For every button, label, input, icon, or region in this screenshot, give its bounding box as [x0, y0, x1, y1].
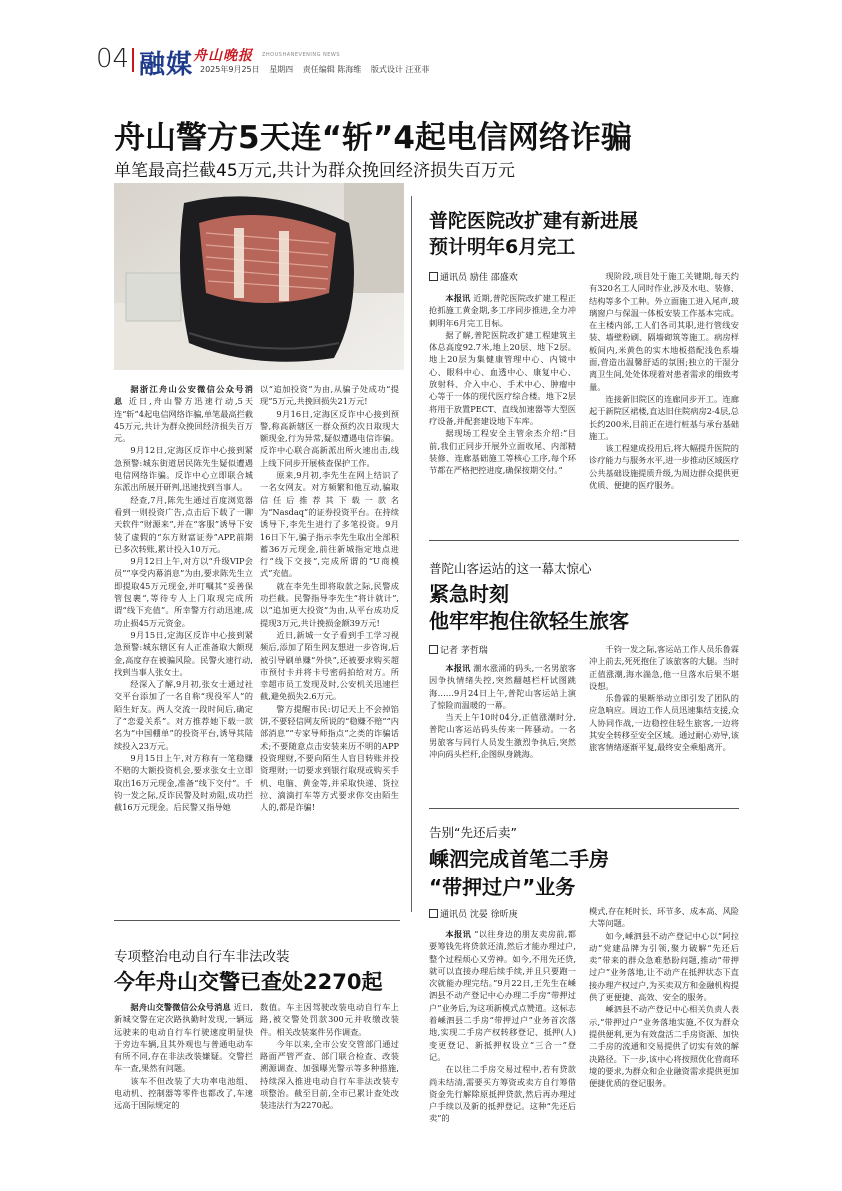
story4-text: “以往身边的朋友卖房前,都要筹钱先将贷款还清,然后才能办理过户,整个过程烦心又劳神。如今,不用先还贷,就可以直接办理后续手续,并且只要跑一次就能办理完结。”9月22日,王先生在嵊泗县不动产登记中心办理二手房“带押过户”业务后,为这项新模式点赞道。这标志着嵊泗县二手房“带押过户”业务首次落地,实现二手房产权转移登记、抵押(人)变更登记、新抵押权设立“三合一”登记。: [429, 929, 576, 1062]
story4-title-line-2: “带押过户”业务: [429, 875, 576, 899]
column-divider: [411, 196, 412, 912]
story3-paragraph: 乐鲁霖的果断举动立即引发了团队的应急响应。周边工作人员迅速集结支援,众人协同作战,一边稳控住轻生旅客,一边将其安全转移至安全区域。通过耐心劝导,该旅客情绪逐渐平复,最终安全乘船离开。: [589, 693, 739, 753]
story1-paragraph: 就在李先生即将取款之际,民警成功拦截。民警指导李先生“将计就计”,以“追加更大投资”为由,从平台成功反提现3万元,共计挽损金额39万元!: [260, 580, 399, 628]
story1-paragraph: 9月15日,定海区反诈中心接到紧急预警:城东辖区有人正准备取大额现金,高度存在被骗风险。民警火速行动,找到当事人张女士。: [114, 629, 253, 677]
story4-paragraph: 模式,存在耗时长、环节多、成本高、风险大等问题。: [589, 906, 739, 929]
section-rule: [114, 920, 400, 921]
masthead-divider: [132, 48, 134, 72]
responsible-editor: 责任编辑 陈海维: [302, 65, 362, 74]
story2-paragraph: 据现场工程安全主管余杰介绍:“目前,我们正同步开展外立面收尾、内部精装修、连廊基础施工等核心工序,每个环节都在严格把控进度,确保按期交付。”: [429, 428, 576, 476]
story4-paragraph: 嵊泗县不动产登记中心相关负责人表示,“带押过户”业务落地实施,不仅为群众提供便利,更为有效盘活二手房资源、加快二手房的流通和交易提供了切实有效的解决路径。下一步,该中心将按照优化营商环境的要求,为群众和企业融资需求提供更加便捷优质的登记服务。: [589, 1004, 739, 1089]
story1-paragraph: 9月12日,定海区反诈中心接到紧急预警:城东街道居民陈先生疑似遭遇电信网络诈骗。反诈中心立即联合城东派出所展开研判,迅速找到当事人。: [114, 445, 253, 493]
newspaper-logo-english: ZHOUSHANEVENING NEWS: [262, 52, 341, 58]
story2-paragraph: 连接新旧院区的连廊同步开工。连廊起于新院区裙楼,直达旧住院病房2-4层,总长约200米,目前正在进行桩基与承台基础施工。: [589, 393, 739, 441]
story5-paragraph: [114, 1001, 253, 1075]
story1-column-1: [114, 383, 253, 813]
cash-bag-photo: [114, 183, 404, 370]
section-rule: [429, 808, 739, 809]
story2-text: 近期,普陀医院改扩建工程正抢抓施工黄金期,多工序同步推进,全力冲刺明年6月完工目标。: [429, 293, 576, 328]
story5-title: 今年舟山交警已查处2270起: [114, 970, 383, 994]
story2-source: 本报讯: [445, 293, 471, 303]
story1-paragraph: 经深入了解,9月初,张女士通过社交平台添加了一名自称“现役军人”的陌生好友。两人交流一段时间后,确定了“恋爱关系”。对方推荐她下载一款名为“中国棚单”的投资平台,诱导其陆续投入23万元。: [114, 679, 253, 751]
story5-column-2: [260, 1001, 399, 1112]
story1-paragraph: 9月12日上午,对方以“升级VIP会员”“享受内幕消息”为由,要求陈先生立即提取45万元现金,并叮嘱其“妥善保管包裹”,等待专人上门取现完成所谓“线下充值”。所幸警方行动迅速,成功止损45万元资金。: [114, 556, 253, 628]
story3-column-2: [589, 643, 739, 754]
story3-title-line-1: 紧急时刻: [429, 582, 509, 606]
story2-title-line-1: 普陀医院改扩建有新进展: [429, 210, 639, 232]
newspaper-logo: 舟山晚报: [193, 48, 253, 64]
story4-paragraph: 在以往二手房交易过程中,若有贷款尚未结清,需要买方筹资或卖方自行筹借资金先行解除原抵押贷款,然后再办理过户手续以及新的抵押登记。这种“先还后卖”的: [429, 1064, 576, 1124]
issue-weekday: 星期四: [269, 65, 294, 74]
story1-column-2: [260, 383, 399, 813]
story3-column-1: [429, 662, 576, 760]
story1-paragraph: 经查,7月,陈先生通过百度浏览器看到一则投资广告,点击后下载了一聊天软件“财源来”,并在“客服”诱导下安装了虚假的“东方财富证券”APP,前期已多次转账,累计投入10万元。: [114, 494, 253, 554]
cash-bag-illustration: [114, 183, 404, 370]
story1-source: 据浙江舟山公安微信公众号消息: [114, 384, 253, 407]
page-number: 04: [96, 44, 130, 74]
story1-subtitle: 单笔最高拦截45万元,共计为群众挽回经济损失百万元: [114, 161, 516, 181]
story1-text: 近日,舟山警方迅速行动,5天连“斩”4起电信网络诈骗,单笔最高拦截45万元,共计为群众挽回经济损失百万元。: [114, 396, 253, 444]
story1-paragraph: 近日,新城一女子看到手工学习视频后,添加了陌生网友想进一步咨询,后被引导刷单赚“外快”,还被要求购买超市预付卡并将卡号密码拍给对方。所幸超市员工发现及时,公安机关迅速拦截,避免损失2.6万元。: [260, 629, 399, 702]
story3-paragraph: 当天上午10时04分,正值涨潮时分,普陀山客运站码头传来一阵骚动。一名男旅客与同行人员发生激烈争执后,突然冲向码头栏杆,企图纵身跳海。: [429, 712, 576, 760]
story2-byline-text: 通讯员 励佳 邵盛欢: [440, 273, 518, 283]
story2-paragraph: 据了解,普陀医院改扩建工程建筑主体总高度92.7米,地上20层、地下2层。地上20层为集健康管理中心、内镜中心、眼科中心、血透中心、康复中心、放射科、介入中心、手术中心、肿瘤中心等于一体的现代医疗综合楼。地下2层将用于放置PECT、直线加速器等大型医疗设备,并配套建设地下车库。: [429, 329, 576, 426]
layout-designer: 版式设计 汪亚菲: [370, 65, 430, 74]
story5-paragraph: 该车不但改装了大功率电池组、电动机、控制器等零件也都改了,车速远高于国际规定的: [114, 1075, 253, 1111]
story3-kicker: 普陀山客运站的这一幕太惊心: [429, 561, 592, 576]
issue-date: 2025年9月25日: [200, 65, 260, 74]
story2-paragraph: [429, 292, 576, 329]
story4-byline: [429, 907, 518, 920]
story4-kicker: 告别“先还后卖”: [429, 825, 517, 840]
section-rule: [429, 540, 739, 541]
story5-source: 据舟山交警微信公众号消息: [130, 1002, 231, 1012]
story1-paragraph: [114, 383, 253, 444]
story2-paragraph: 该工程建成投用后,将大幅提升医院的诊疗能力与服务水平,进一步推动区域医疗公共基础设施提质升级,为周边群众提供更优质、便捷的医疗服务。: [589, 443, 739, 491]
story1-paragraph: 9月15日上午,对方称有一笔稳赚不赔的大额投资机会,要求张女士立即取出16万元现金,准备“线下交付”。千钧一发之际,反诈民警及时劝阻,成功拦截16万元现金。后民警又指导她: [114, 752, 253, 813]
story3-paragraph: 千钧一发之际,客运站工作人员乐鲁霖冲上前去,死死抱住了该旅客的大腿。当时正值涨潮,海水湍急,他一旦落水后果不堪设想。: [589, 644, 739, 691]
story5-column-1: [114, 1001, 253, 1112]
story5-paragraph: 数值。车主因驾驶改装电动自行车上路,被交警处罚款300元并收缴改装件。相关改装案件另作调查。: [260, 1002, 399, 1037]
story3-byline-text: 记者 茅哲瑞: [440, 646, 488, 656]
story1-paragraph: 原来,9月初,李先生在网上结识了一名女网友。对方频繁和他互动,骗取信任后推荐其下载一款名为“Nasdaq”的证券投资平台。在持续诱导下,李先生进行了多笔投资。9月16日下午,骗子指示李先生取出全部积蓄36万元现金,前往新城指定地点进行“线下交接”,完成所谓的“U商模式”充值。: [260, 470, 399, 579]
story4-source: 本报讯: [445, 929, 472, 939]
story4-byline-text: 通讯员 沈晏 徐昕庚: [440, 910, 518, 920]
story5-paragraph: 今年以来,全市公安交管部门通过路面严管严查、部门联合检查、改装溯源调查、加强曝光警示等多种措施,持续深入推进电动自行车非法改装专项整治。截至目前,全市已累计查处改装违法行为2270起。: [260, 1038, 399, 1111]
story3-byline: [429, 643, 488, 656]
story4-column-1: [429, 928, 576, 1125]
story2-byline: [429, 270, 518, 283]
section-name: 融媒: [139, 50, 194, 80]
story2-column-1: [429, 292, 576, 476]
story5-text: 近日,新城交警在定次路执勤时发现,一辆远远驶来的电动自行车行驶速度明显快于旁边车辆,且其外观也与普通电动车有所不同,存在非法改装嫌疑。交警拦车一查,果然有问题。: [114, 1002, 253, 1074]
story4-column-2: [589, 905, 739, 1089]
story2-title-line-2: 预计明年6月完工: [429, 236, 576, 258]
byline-marker: [429, 909, 438, 918]
story2-column-2: [589, 270, 739, 491]
byline-marker: [429, 645, 438, 654]
story1-paragraph: 警方提醒市民:切记天上不会掉馅饼,不要轻信网友所说的“稳赚不赔”“内部消息”“专家导师指点”之类的诈骗话术;不要随意点击安装来历不明的APP投资理财,不要向陌生人盲目转账并投资理财;一切要求到银行取现或购买手机、电脑、黄金等,并采取快递、货拉拉、滴滴打车等方式要求你交由陌生人的,都是诈骗!: [260, 703, 399, 813]
story4-paragraph: 如今,嵊泗县不动产登记中心以“阿拉动”党建品牌为引领,聚力破解“先还后卖”带来的群众急难愁盼问题,推动“带押过户”业务落地,让不动产在抵押状态下直接办理产权过户,为买卖双方和金融机构提供了更便捷、高效、安全的服务。: [589, 930, 739, 1003]
story2-paragraph: 现阶段,项目处于施工关键期,每天约有320名工人同时作业,涉及水电、装修、结构等多个工种。外立面施工进入尾声,玻璃窗户与保温一体板安装工作基本完成。在主楼内部,工人们各司其职,进行管线安装、墙壁粉刷、隔墙砌筑等施工。病房样板间内,米黄色的实木地板搭配浅色系墙面,营造出温馨舒适的氛围;独立的干湿分离卫生间,处处体现着对患者需求的细致考量。: [589, 271, 739, 392]
byline-marker: [429, 272, 438, 281]
story3-paragraph: [429, 662, 576, 711]
story1-title: 舟山警方5天连“斩”4起电信网络诈骗: [114, 120, 632, 156]
story1-paragraph: 以“追加投资”为由,从骗子处成功“提现”5万元,共挽回损失21万元!: [260, 384, 399, 407]
story4-paragraph: [429, 928, 576, 1063]
story5-kicker: 专项整治电动自行车非法改装: [114, 949, 290, 965]
dateline: [200, 64, 436, 75]
story3-source: 本报讯: [445, 663, 471, 673]
story4-title-line-1: 嵊泗完成首笔二手房: [429, 847, 609, 871]
story3-text: 潮水涨涌的码头,一名男旅客因争执情绪失控,突然翻越栏杆试图跳海……9月24日上午,普陀山客运站上演了惊险而温暖的一幕。: [429, 663, 576, 710]
story1-paragraph: 9月16日,定海区反诈中心接到预警,称高新辖区一群众预约次日取现大额现金,行为异常,疑似遭遇电信诈骗。反诈中心联合高新派出所火速出击,线上线下同步开展核查保护工作。: [260, 408, 399, 468]
story3-title-line-2: 他牢牢抱住欲轻生旅客: [429, 609, 629, 633]
